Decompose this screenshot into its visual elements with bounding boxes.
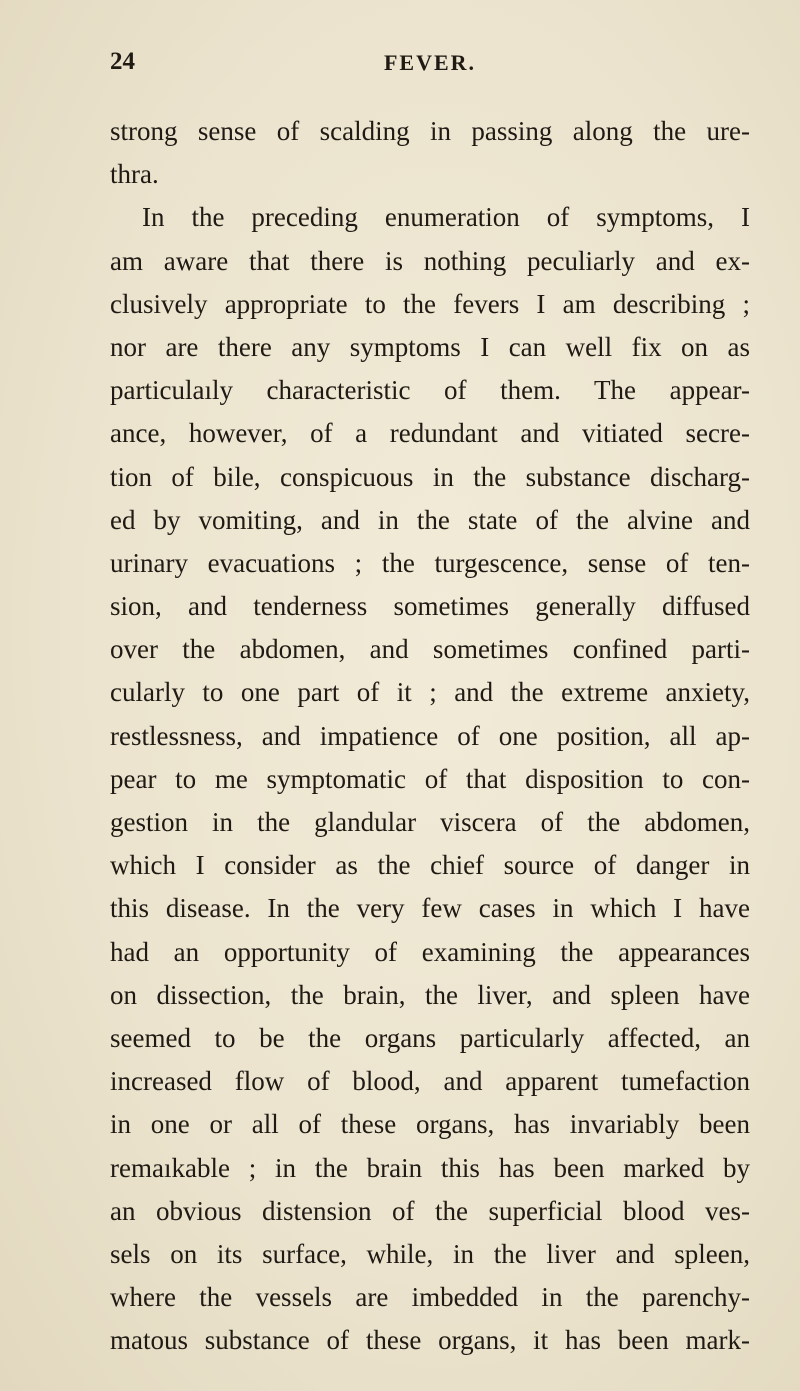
text-line: had an opportunity of examining the appearances: [110, 936, 750, 967]
body-text: [110, 110, 750, 1362]
text-line: over the abdomen, and sometimes confined parti-: [110, 634, 750, 665]
text-line: in one or all of these organs, has invariably been: [110, 1109, 750, 1140]
text-line: increased flow of blood, and apparent tumefaction: [110, 1066, 750, 1097]
text-line: sels on its surface, while, in the liver and spleen,: [110, 1238, 750, 1269]
text-line: pear to me symptomatic of that disposition to con-: [110, 763, 750, 794]
text-line: sion, and tenderness sometimes generally diffused: [110, 591, 750, 622]
text-line: particulaıly characteristic of them. The appear-: [110, 375, 750, 406]
text-line: where the vessels are imbedded in the parenchy-: [110, 1282, 750, 1313]
text-line: nor are there any symptoms I can well fix on as: [110, 331, 750, 362]
text-line: an obvious distension of the superficial blood ves-: [110, 1195, 750, 1226]
page-number: 24: [110, 48, 135, 75]
text-line: matous substance of these organs, it has been mark-: [110, 1325, 750, 1356]
text-line: ance, however, of a redundant and vitiated secre-: [110, 418, 750, 449]
text-line: tion of bile, conspicuous in the substance discharg-: [110, 461, 750, 492]
text-line: thra.: [110, 159, 159, 190]
text-line: In the preceding enumeration of symptoms, I: [142, 202, 750, 233]
text-line: on dissection, the brain, the liver, and spleen have: [110, 979, 750, 1010]
text-line: cularly to one part of it ; and the extreme anxiety,: [110, 677, 750, 708]
running-head: [110, 48, 750, 88]
running-title: FEVER.: [383, 50, 477, 75]
text-line: ed by vomiting, and in the state of the alvine and: [110, 504, 750, 535]
text-line: restlessness, and impatience of one position, all ap-: [110, 720, 750, 751]
text-line: seemed to be the organs particularly affected, an: [110, 1022, 750, 1053]
text-line: urinary evacuations ; the turgescence, sense of ten-: [110, 547, 750, 578]
text-line: strong sense of scalding in passing along the ure-: [110, 116, 750, 146]
text-line: which I consider as the chief source of danger in: [110, 850, 750, 881]
text-line: am aware that there is nothing peculiarly and ex-: [110, 245, 750, 276]
text-line: this disease. In the very few cases in which I have: [110, 893, 750, 924]
text-line: clusively appropriate to the fevers I am describing ;: [110, 288, 750, 319]
text-line: remaıkable ; in the brain this has been marked by: [110, 1152, 750, 1183]
text-line: gestion in the glandular viscera of the abdomen,: [110, 807, 750, 837]
